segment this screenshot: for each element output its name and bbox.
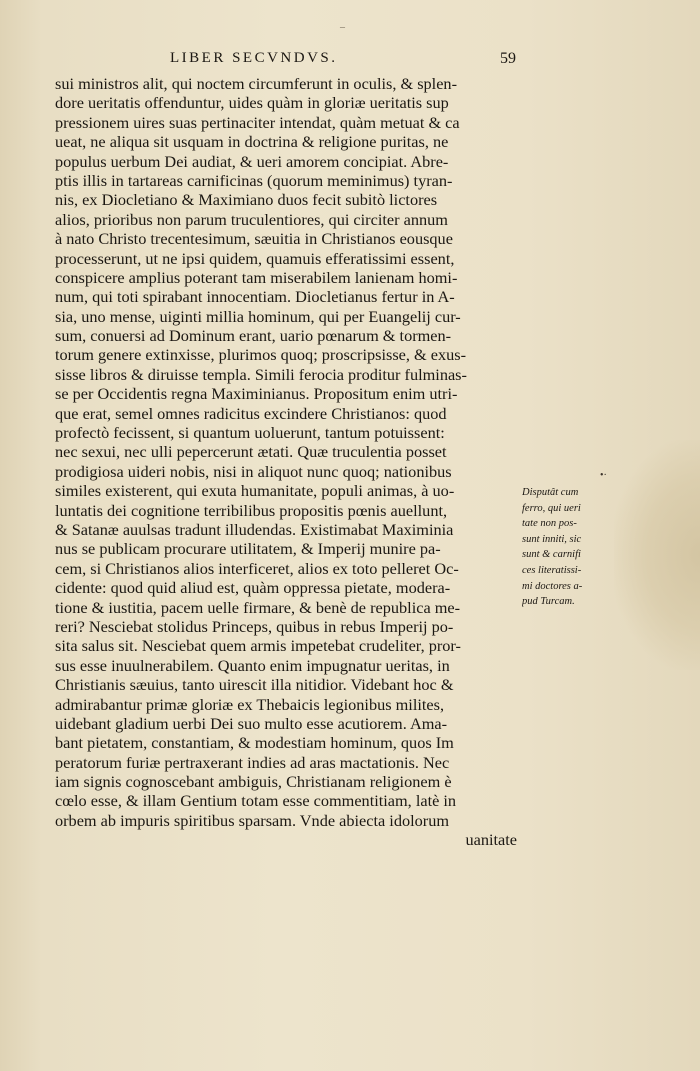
text-line: cœlo esse, & illam Gentium totam esse commentitiam, latè in [55,791,457,811]
text-line: iam signis cognoscebant ambiguis, Christianam religionem è [55,772,452,792]
text-line: Christianis sæuius, tanto uirescit illa nitidior. Videbant hoc & [55,675,454,695]
running-title: LIBER SECVNDVS. [170,50,338,66]
text-line: pressionem uires suas pertinaciter intendat, quàm metuat & ca [55,112,460,132]
page-mark: – [340,22,345,33]
marginal-note-line: ferro, qui ueri [522,502,581,514]
text-line: que erat, semel omnes radicitus excindere Christianos: quod [55,403,447,423]
text-line: orbem ab impuris spiritibus sparsam. Vnde abiecta idolorum [55,810,449,830]
text-line: à nato Christo trecentesimum, sæuitia in Christianos eousque [55,229,453,249]
text-line: torum genere extinxisse, plurimos quoq; proscripsisse, & exus- [55,345,467,365]
marginal-note [522,485,600,610]
paper-stain [614,440,700,670]
text-line: nus se publicam procurare utilitatem, & Imperij munire pa- [55,539,441,559]
text-line: sum, conuersi ad Dominum erant, uario pœnarum & tormen- [55,326,452,346]
text-line: reri? Nesciebat stolidus Princeps, quibus in rebus Imperij po- [55,616,454,636]
text-line: num, qui toti spirabant innocentiam. Diocletianus fertur in A- [55,287,455,307]
text-line: ptis illis in tartareas carnificinas (quorum meminimus) tyran- [55,170,453,190]
text-line: uanitate [465,830,517,850]
text-line: sisse libros & diruisse templa. Simili ferocia proditur fulminas- [55,364,467,384]
main-text-block [55,74,517,850]
margin-ornament-icon: •· [600,470,607,481]
text-line: cem, si Christianos alios interficeret, alios ex toto pelleret Oc- [55,558,459,578]
text-line: se per Occidentis regna Maximinianus. Propositum enim utri- [55,384,458,404]
text-line: dore ueritatis offenduntur, uides quàm in gloriæ ueritatis sup [55,93,449,113]
text-line: ueat, ne aliqua sit usquam in doctrina & religione puritas, ne [55,132,449,152]
marginal-note-line: mi doctores a- [522,580,583,592]
text-line: sui ministros alit, qui noctem circumferunt in oculis, & splen- [55,74,457,93]
marginal-note-line: Disputât cum [522,487,579,498]
text-line: bant pietatem, constantiam, & modestiam hominum, quos Im [55,733,454,753]
text-line: nec sexui, nec ulli pepercerunt ætati. Quæ truculentia posset [55,442,447,462]
marginal-note-line: ces literatissi- [522,564,582,576]
text-line: processerunt, ut ne ipsi quidem, quamuis efferatissimi essent, [55,248,455,268]
text-line: sita salus sit. Nesciebat quem armis impetebat crudeliter, pror- [55,636,461,656]
text-line: alios, prioribus non parum truculentiores, qui circiter annum [55,209,448,229]
text-line: populus uerbum Dei audiat, & ueri amorem concipiat. Abre- [55,151,449,171]
text-line: profectò fecissent, si quantum uoluerunt, tantum potuissent: [55,423,445,443]
text-line: peratorum furiæ pertraxerant indies ad aras mactationis. Nec [55,752,450,772]
marginal-note-line: tate non pos- [522,518,577,530]
text-line: conspicere amplius poterant tam miserabilem lanienam homi- [55,267,458,287]
text-line: prodigiosa uideri nobis, nisi in aliquot nunc quoq; nationibus [55,461,452,481]
text-line: luntatis dei cognitione terribilibus propositis pœnis auellunt, [55,500,448,520]
text-line: similes existerent, qui exuta humanitate, populi animas, à uo- [55,481,455,501]
text-line: nis, ex Diocletiano & Maximiano duos fecit subitò lictores [55,190,438,210]
marginal-note-line: sunt inniti, sic [522,533,582,545]
text-line: admirabantur primæ gloriæ ex Thebaicis legionibus milites, [55,694,445,714]
text-line: tione & iustitia, pacem uelle firmare, & benè de republica me- [55,597,461,617]
marginal-note-line: pud Turcam. [522,596,575,608]
text-line: & Satanæ auulsas tradunt illudendas. Existimabat Maximinia [55,519,454,539]
text-line: sus esse inuulnerabilem. Quanto enim impugnatur ueritas, in [55,655,450,675]
text-line: sia, uno mense, uiginti millia hominum, qui per Euangelij cur- [55,306,461,326]
text-line: cidente: quod quid aliud est, quàm oppressa pietate, modera- [55,578,451,598]
page-number: 59 [500,50,516,67]
marginal-note-line: sunt & carnifi [522,549,581,561]
text-line: uidebant gladium uerbi Dei suo multo esse acutiorem. Ama- [55,713,448,733]
page-header [170,50,516,70]
